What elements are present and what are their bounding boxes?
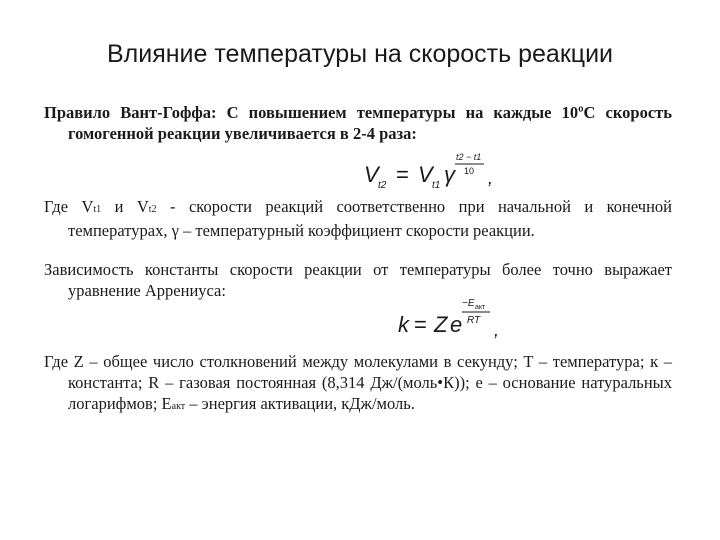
formula1-trail: ,	[488, 168, 494, 188]
arrhenius-intro: Зависимость константы скорости реакции от температуры более точно выражает уравнение Аррениуса:	[44, 260, 672, 300]
vant-hoff-formula	[362, 150, 502, 194]
formula1-eq: =	[396, 162, 409, 187]
formula2-eq: =	[414, 312, 427, 337]
p2-pre1: Где V	[44, 197, 94, 216]
arrhenius-explanation	[44, 351, 672, 417]
arrhenius-formula	[396, 294, 506, 342]
formula2-e: e	[450, 312, 463, 337]
p2-sub1: t1	[93, 204, 102, 215]
formula1-exp-den: 10	[464, 166, 475, 176]
formula2-z: Z	[434, 312, 448, 337]
p2-mid: и V	[101, 197, 149, 216]
formula1-rhs-v: V	[418, 162, 433, 187]
formula2-trail: ,	[494, 320, 500, 340]
formula1-lhs-sub: t2	[378, 180, 387, 191]
formula1-rhs-sub: t1	[432, 180, 441, 191]
formula2-exp-num: −E	[462, 298, 475, 309]
p4-post: – энергия активации, кДж/моль.	[185, 394, 415, 413]
p4-sub: акт	[171, 401, 186, 412]
velocity-explanation	[44, 196, 672, 241]
formula1-lhs: V	[364, 162, 379, 187]
p4-pre: Где Z – общее число столкновений между молекулами в секунду; T – температура; к – константа; R – газовая постоянная (8,314 Дж/(моль•К)); e – основание натуральных логарифмов; E	[44, 352, 672, 413]
formula1-exp-num: t2 − t1	[456, 152, 482, 162]
p2-sub2: t2	[148, 204, 157, 215]
formula2-exp-num-sub: акт	[475, 304, 486, 311]
formula1-gamma: γ	[444, 162, 455, 187]
formula2-lhs: k	[398, 312, 409, 337]
vant-hoff-rule: Правило Вант-Гоффа: С повышением температуры на каждые 10ºС скорость гомогенной реакции увеличивается в 2-4 раза:	[44, 103, 672, 143]
slide-title: Влияние температуры на скорость реакции	[106, 40, 614, 68]
p2-rest: - скорости реакций соответственно при начальной и конечной температурах, γ – температурный коэффициент скорости реакции.	[68, 197, 672, 240]
formula2-exp-den: RT	[467, 315, 481, 326]
